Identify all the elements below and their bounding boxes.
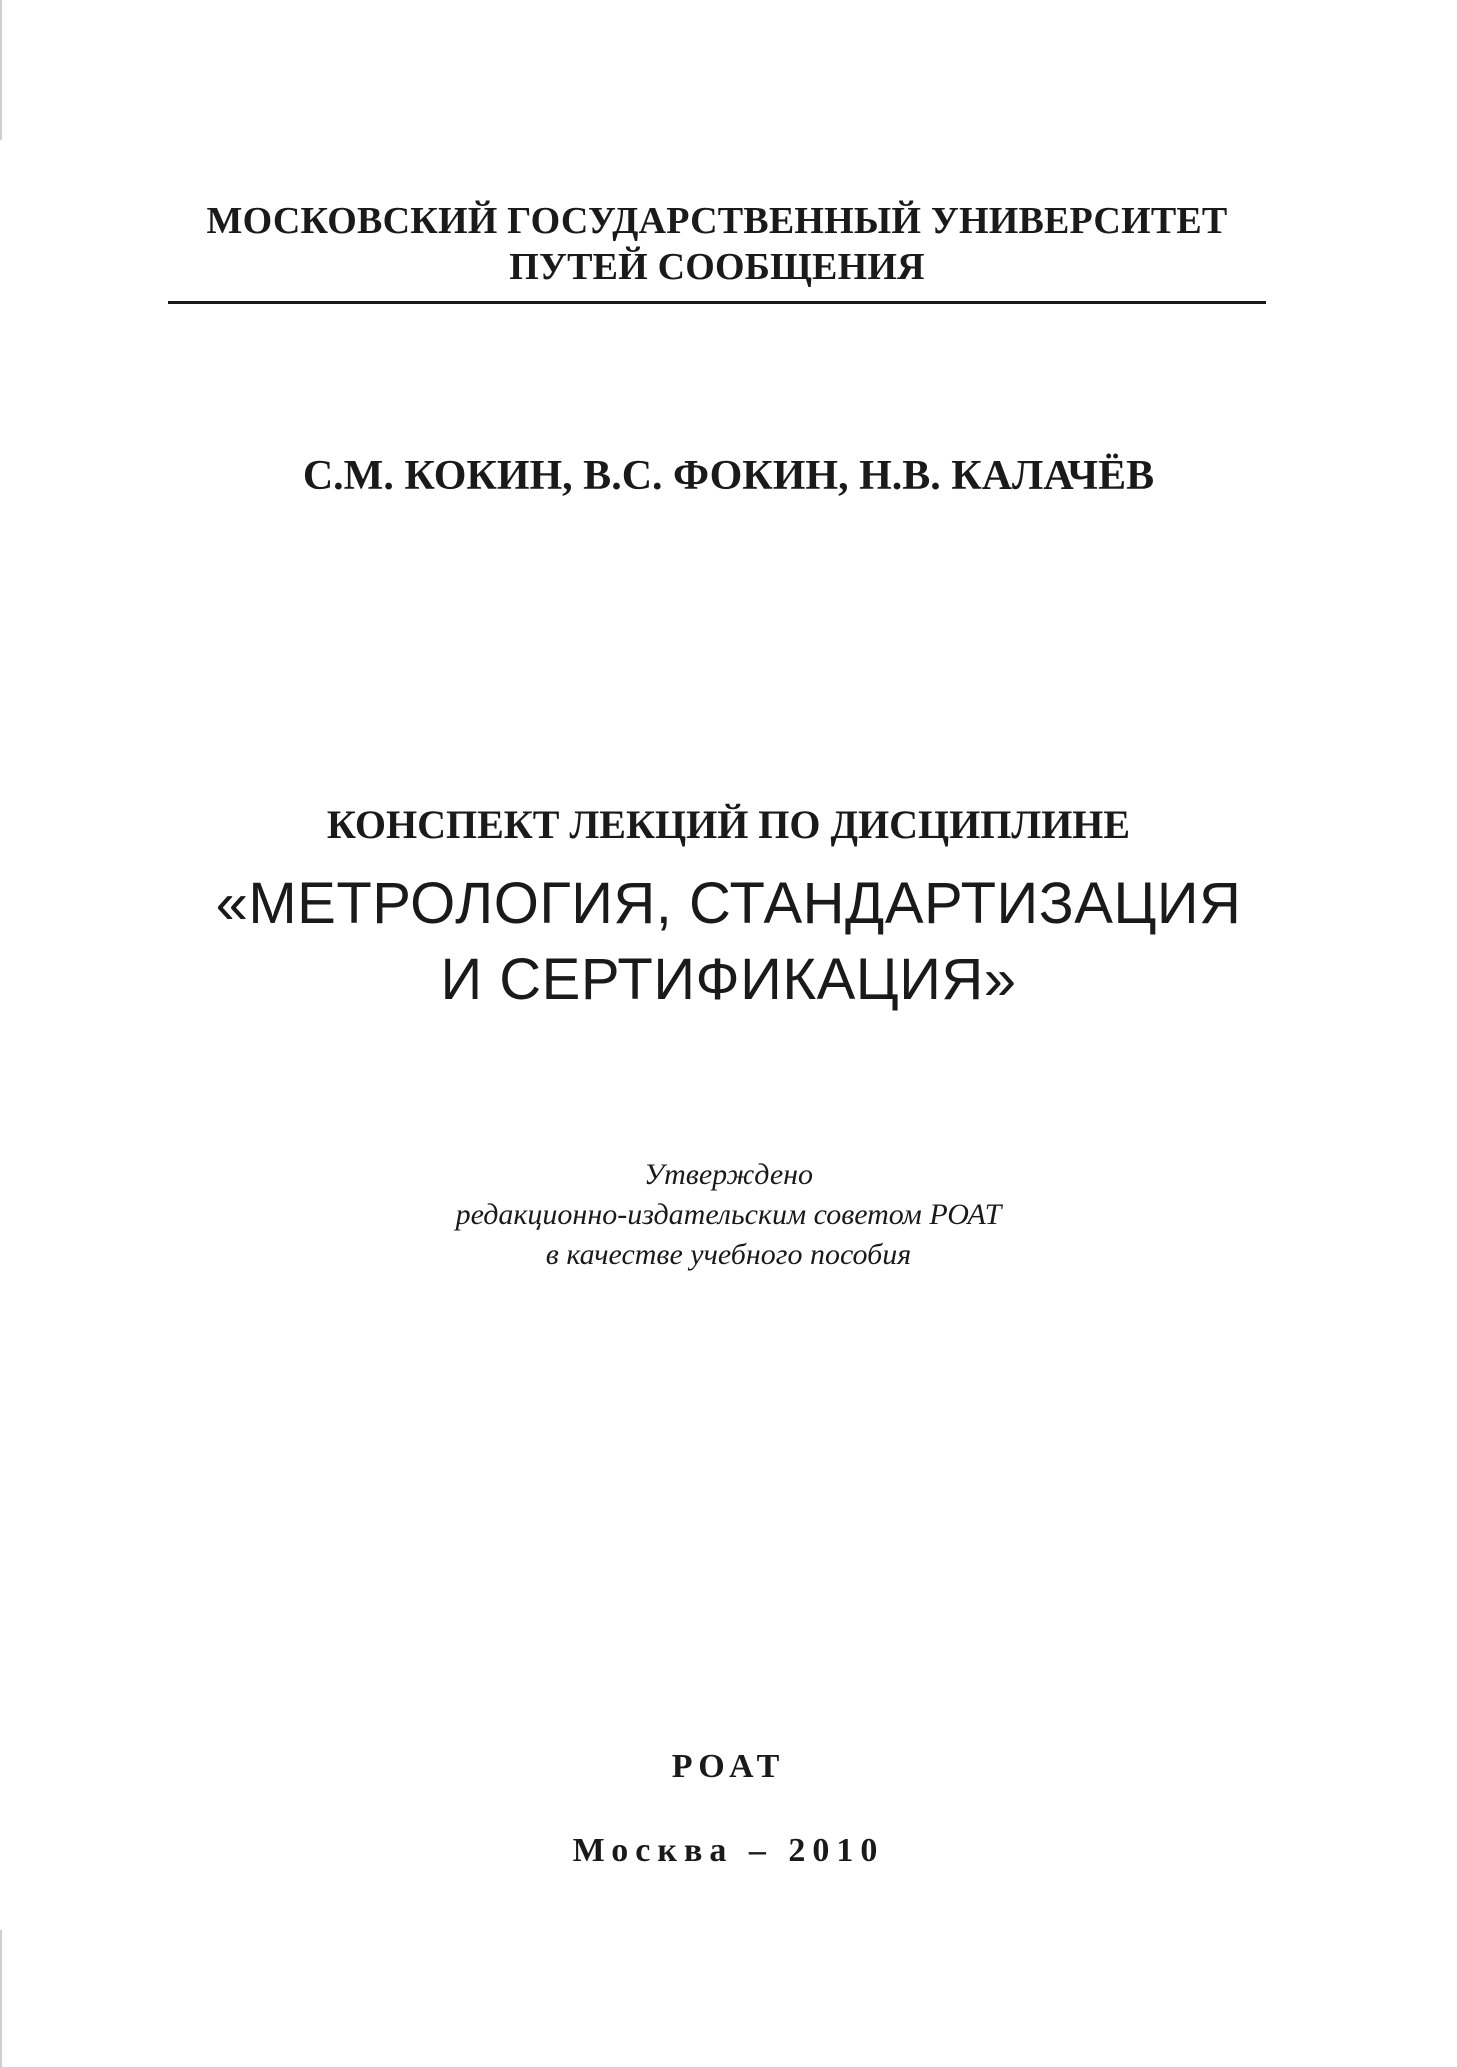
authors: С.М. КОКИН, В.С. ФОКИН, Н.В. КАЛАЧЁВ xyxy=(302,453,1155,499)
subtitle: КОНСПЕКТ ЛЕКЦИЙ ПО ДИСЦИПЛИНЕ xyxy=(326,802,1131,847)
approval-note xyxy=(0,1155,1457,1275)
book-title-line-2: И СЕРТИФИКАЦИЯ» xyxy=(440,947,1017,1012)
book-title-line-1: «МЕТРОЛОГИЯ, СТАНДАРТИЗАЦИЯ xyxy=(215,871,1242,936)
page-edge-mark-top xyxy=(0,0,2,140)
approval-line-1: Утверждено xyxy=(643,1158,814,1191)
city-year: Москва – 2010 xyxy=(572,1832,885,1869)
university-name-line-2: ПУТЕЙ СООБЩЕНИЯ xyxy=(509,246,925,288)
header-divider xyxy=(168,301,1266,304)
book-title xyxy=(0,866,1457,1018)
approval-line-2: редакционно-издательским советом РОАТ xyxy=(455,1198,1002,1231)
university-name xyxy=(168,198,1266,290)
publisher: РОАТ xyxy=(671,1748,786,1785)
university-name-line-1: МОСКОВСКИЙ ГОСУДАРСТВЕННЫЙ УНИВЕРСИТЕТ xyxy=(206,200,1228,242)
approval-line-3: в качестве учебного пособия xyxy=(545,1238,912,1271)
page-edge-mark-bottom xyxy=(0,1930,2,2067)
